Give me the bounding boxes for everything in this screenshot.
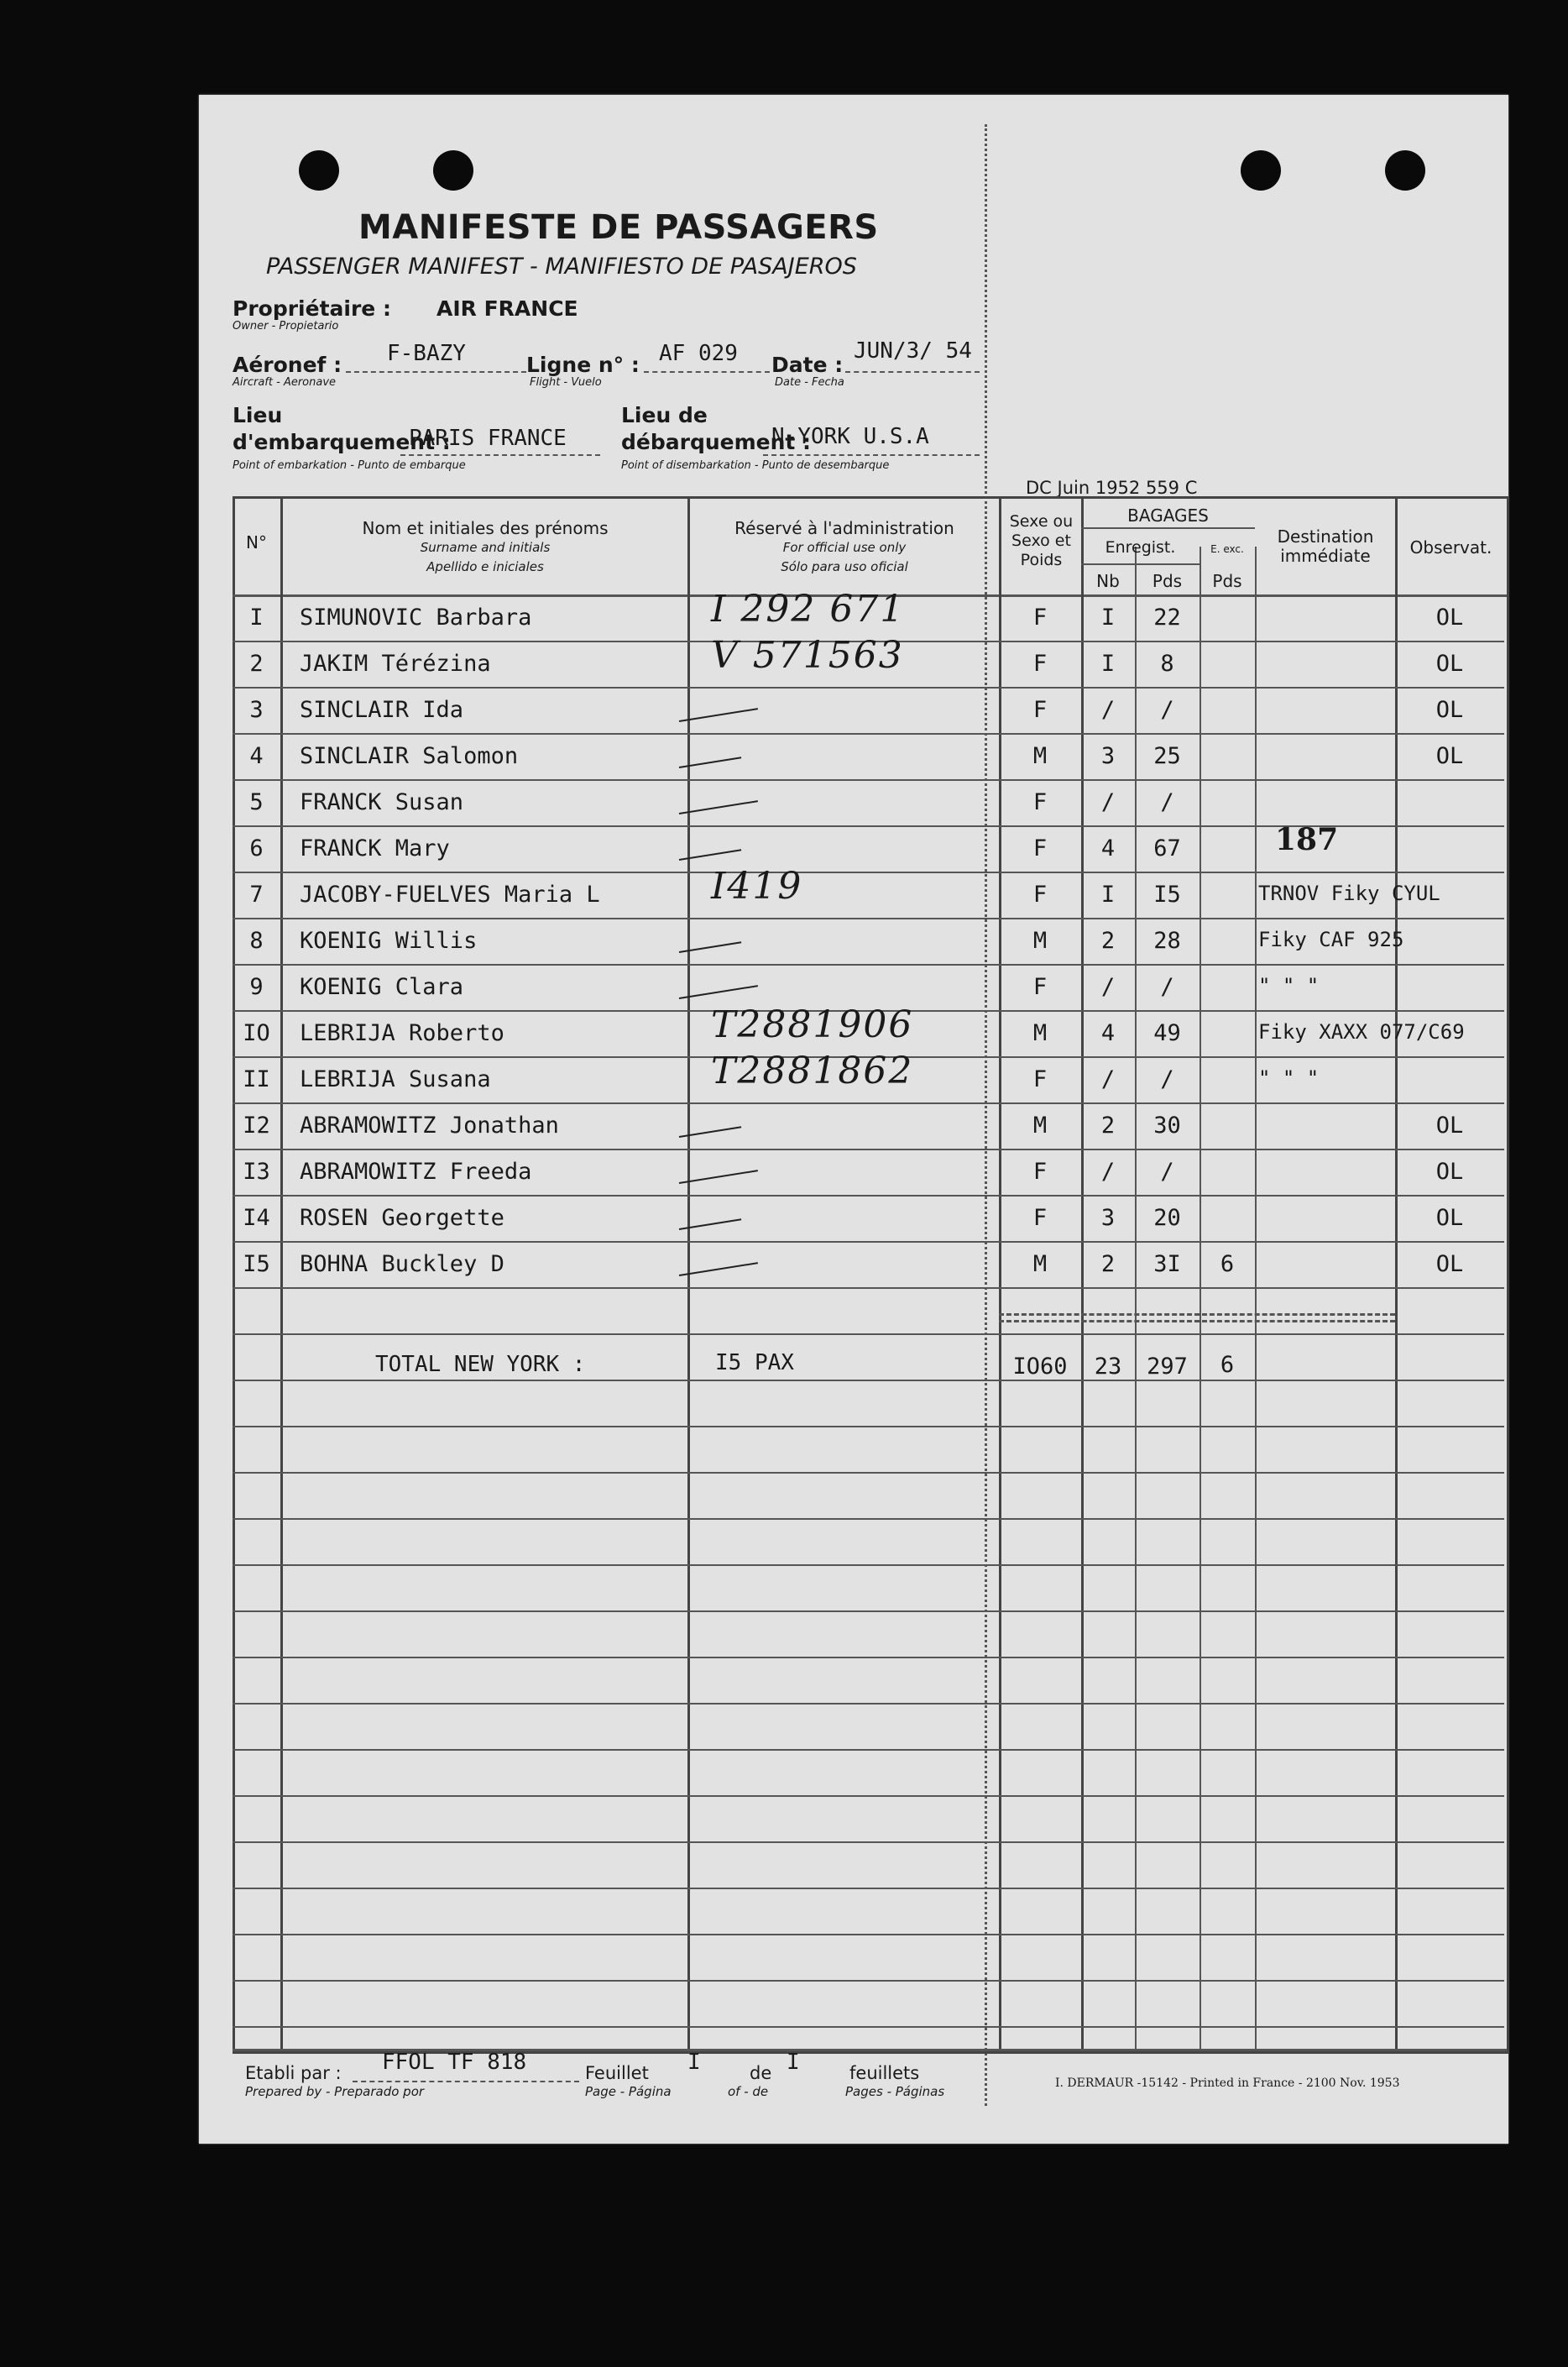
col-header-admin bbox=[690, 519, 999, 577]
row-15-nb: 2 bbox=[1100, 1251, 1116, 1277]
row-10-dest: Fiky XAXX 077/C69 bbox=[1258, 1020, 1465, 1044]
row-3-sex: F bbox=[1032, 697, 1048, 723]
row-1-name: SIMUNOVIC Barbara bbox=[300, 605, 532, 631]
row-rule bbox=[233, 1102, 1504, 1104]
row-11-pds: / bbox=[1160, 1066, 1174, 1092]
empty-row-rule bbox=[233, 1380, 1504, 1381]
punch-hole bbox=[299, 150, 339, 191]
owner-label: Propriétaire : bbox=[233, 296, 391, 321]
row-8-dest: Fiky CAF 925 bbox=[1258, 928, 1404, 951]
col-header-sex: Sexe ou Sexo et Poids bbox=[1009, 512, 1074, 569]
row-12-sex: M bbox=[1032, 1113, 1048, 1139]
row-8-nb: 2 bbox=[1100, 928, 1116, 954]
row-9-no: 9 bbox=[249, 974, 264, 1000]
row-2-nb: I bbox=[1100, 651, 1116, 677]
row-12-no: I2 bbox=[243, 1113, 270, 1139]
row-11-dest: " " " bbox=[1258, 1066, 1320, 1090]
row-4-nb: 3 bbox=[1100, 743, 1116, 769]
date-value: JUN/3/ 54 bbox=[854, 338, 972, 364]
page-title: MANIFESTE DE PASSAGERS bbox=[358, 208, 879, 247]
row-3-pds: / bbox=[1160, 697, 1174, 723]
row-9-dest: " " " bbox=[1258, 974, 1320, 998]
punch-hole bbox=[1241, 150, 1281, 191]
empty-row-rule bbox=[233, 1657, 1504, 1658]
row-3-nb: / bbox=[1100, 697, 1116, 723]
disembark-label-line2: débarquement : bbox=[621, 430, 812, 454]
row-12-nb: 2 bbox=[1100, 1113, 1116, 1139]
enreg-rule bbox=[1081, 563, 1200, 565]
form-code: DC Juin 1952 559 C bbox=[1026, 478, 1198, 498]
row-7-admin: I419 bbox=[711, 865, 803, 908]
row-10-pds: 49 bbox=[1153, 1020, 1181, 1046]
row-13-nb: / bbox=[1100, 1159, 1116, 1185]
row-6-nb: 4 bbox=[1100, 835, 1116, 861]
col-header-admin-sub1: For official use only bbox=[782, 540, 907, 555]
row-6-no: 6 bbox=[249, 835, 264, 861]
col-header-observ: Observat. bbox=[1409, 537, 1492, 558]
totals-pds: 297 bbox=[1147, 1354, 1188, 1380]
col-line bbox=[280, 496, 283, 2049]
row-rule bbox=[233, 1149, 1504, 1150]
totals-separator bbox=[999, 1320, 1395, 1322]
row-14-pds: 20 bbox=[1153, 1205, 1181, 1231]
totals-weight: IO60 bbox=[1012, 1354, 1068, 1380]
row-15-name: BOHNA Buckley D bbox=[300, 1251, 504, 1277]
row-13-sex: F bbox=[1032, 1159, 1048, 1185]
row-14-name: ROSEN Georgette bbox=[300, 1205, 504, 1231]
row-15-no: I5 bbox=[243, 1251, 270, 1277]
aircraft-label: Aéronef : bbox=[233, 353, 342, 377]
row-10-sex: M bbox=[1032, 1020, 1048, 1046]
row-9-pds: / bbox=[1160, 974, 1174, 1000]
bagages-rule bbox=[1081, 527, 1255, 529]
sheets-sub: Pages - Páginas bbox=[845, 2084, 945, 2099]
row-rule bbox=[233, 687, 1504, 689]
prepared-line bbox=[353, 2081, 579, 2082]
row-1-no: I bbox=[249, 605, 264, 631]
col-header-pds: Pds bbox=[1152, 571, 1183, 591]
col-header-admin-label: Réservé à l'administration bbox=[734, 518, 954, 538]
row-2-pds: 8 bbox=[1160, 651, 1174, 677]
row-rule bbox=[233, 964, 1504, 966]
empty-row-rule bbox=[233, 1749, 1504, 1751]
col-header-name-sub1: Surname and initials bbox=[420, 540, 551, 555]
disembark-value: N-YORK U.S.A bbox=[771, 424, 929, 449]
empty-row-rule bbox=[233, 1795, 1504, 1797]
empty-row-rule bbox=[233, 1703, 1504, 1705]
flight-label: Ligne n° : bbox=[526, 353, 640, 377]
prepared-value: FFOL TF 818 bbox=[382, 2050, 527, 2075]
row-10-no: IO bbox=[243, 1020, 270, 1046]
page-subtitle: PASSENGER MANIFEST - MANIFIESTO DE PASAJEROS bbox=[266, 254, 857, 280]
row-3-no: 3 bbox=[249, 697, 264, 723]
prepared-label: Etabli par : bbox=[245, 2063, 342, 2083]
row-7-no: 7 bbox=[249, 882, 264, 908]
row-2-sex: F bbox=[1032, 651, 1048, 677]
date-label: Date : bbox=[771, 353, 844, 377]
row-8-pds: 28 bbox=[1153, 928, 1181, 954]
row-2-name: JAKIM Térézina bbox=[300, 651, 491, 677]
row-3-obs: OL bbox=[1435, 697, 1464, 723]
row-2-admin: V 571563 bbox=[711, 634, 904, 677]
row-15-pds: 3I bbox=[1153, 1251, 1181, 1277]
row-12-pds: 30 bbox=[1153, 1113, 1181, 1139]
date-line bbox=[845, 371, 980, 373]
empty-row-rule bbox=[233, 1472, 1504, 1474]
owner-value: AIR FRANCE bbox=[436, 296, 578, 321]
row-9-name: KOENIG Clara bbox=[300, 974, 464, 1000]
row-5-no: 5 bbox=[249, 789, 264, 815]
col-header-excess-pds: Pds bbox=[1212, 571, 1242, 591]
empty-row-rule bbox=[233, 1333, 1504, 1335]
col-header-admin-sub2: Sólo para uso oficial bbox=[781, 559, 908, 574]
row-15-sex: M bbox=[1032, 1251, 1048, 1277]
row-14-obs: OL bbox=[1435, 1205, 1464, 1231]
row-5-name: FRANCK Susan bbox=[300, 789, 464, 815]
row-7-name: JACOBY-FUELVES Maria L bbox=[300, 882, 600, 908]
embark-label-line2: d'embarquement : bbox=[233, 430, 451, 454]
col-header-excess: E. exc. bbox=[1210, 543, 1244, 555]
printer-line: I. DERMAUR -15142 - Printed in France - 2100 Nov. 1953 bbox=[1055, 2076, 1400, 2090]
row-1-pds: 22 bbox=[1153, 605, 1181, 631]
col-header-name bbox=[283, 519, 687, 577]
row-8-sex: M bbox=[1032, 928, 1048, 954]
aircraft-value: F-BAZY bbox=[387, 341, 466, 366]
row-11-no: II bbox=[243, 1066, 270, 1092]
row-4-pds: 25 bbox=[1153, 743, 1181, 769]
manifest-sheet bbox=[199, 95, 1508, 2144]
row-rule bbox=[233, 918, 1504, 919]
row-rule bbox=[233, 733, 1504, 735]
of-sub: of - de bbox=[728, 2084, 769, 2099]
row-5-pds: / bbox=[1160, 789, 1174, 815]
col-line bbox=[1255, 547, 1257, 2049]
disembark-sub: Point of disembarkation - Punto de desembarque bbox=[621, 459, 890, 472]
row-2-obs: OL bbox=[1435, 651, 1464, 677]
row-8-no: 8 bbox=[249, 928, 264, 954]
row-7-sex: F bbox=[1032, 882, 1048, 908]
empty-row-rule bbox=[233, 1610, 1504, 1612]
disembark-line bbox=[763, 454, 980, 456]
empty-row-rule bbox=[233, 1564, 1504, 1566]
empty-row-rule bbox=[233, 1934, 1504, 1935]
row-1-admin: I 292 671 bbox=[711, 588, 906, 631]
row-4-no: 4 bbox=[249, 743, 264, 769]
row-9-sex: F bbox=[1032, 974, 1048, 1000]
row-11-sex: F bbox=[1032, 1066, 1048, 1092]
of-label: de bbox=[750, 2063, 772, 2083]
row-11-name: LEBRIJA Susana bbox=[300, 1066, 491, 1092]
embark-line bbox=[400, 454, 600, 456]
col-header-name-label: Nom et initiales des prénoms bbox=[362, 518, 609, 538]
totals-separator bbox=[999, 1313, 1395, 1316]
col-header-enreg: Enregist. bbox=[1105, 538, 1176, 557]
row-rule bbox=[233, 779, 1504, 781]
col-header-bagages: BAGAGES bbox=[1127, 505, 1209, 526]
punch-hole bbox=[1385, 150, 1425, 191]
row-13-pds: / bbox=[1160, 1159, 1174, 1185]
row-6-name: FRANCK Mary bbox=[300, 835, 450, 861]
empty-row-rule bbox=[233, 1888, 1504, 1889]
row-6-sex: F bbox=[1032, 835, 1048, 861]
row-rule bbox=[233, 1287, 1504, 1289]
row-12-obs: OL bbox=[1435, 1113, 1464, 1139]
row-10-nb: 4 bbox=[1100, 1020, 1116, 1046]
row-rule bbox=[233, 1195, 1504, 1197]
row-13-no: I3 bbox=[243, 1159, 270, 1185]
embark-sub: Point of embarkation - Punto de embarque bbox=[233, 459, 466, 472]
row-1-sex: F bbox=[1032, 605, 1048, 631]
row-10-admin: T2881906 bbox=[711, 1003, 914, 1046]
row-13-obs: OL bbox=[1435, 1159, 1464, 1185]
totals-label: TOTAL NEW YORK : bbox=[375, 1352, 586, 1377]
row-1-nb: I bbox=[1100, 605, 1116, 631]
row-11-admin: T2881862 bbox=[711, 1050, 914, 1092]
empty-row-rule bbox=[233, 2026, 1504, 2028]
aircraft-sub: Aircraft - Aeronave bbox=[233, 376, 337, 389]
row-14-no: I4 bbox=[243, 1205, 270, 1231]
page-label: Feuillet bbox=[585, 2063, 649, 2083]
row-2-no: 2 bbox=[249, 651, 264, 677]
row-11-nb: / bbox=[1100, 1066, 1116, 1092]
row-4-sex: M bbox=[1032, 743, 1048, 769]
empty-row-rule bbox=[233, 1426, 1504, 1427]
totals-nb: 23 bbox=[1094, 1354, 1122, 1380]
aircraft-line bbox=[346, 371, 526, 373]
row-5-sex: F bbox=[1032, 789, 1048, 815]
row-4-obs: OL bbox=[1435, 743, 1464, 769]
row-4-name: SINCLAIR Salomon bbox=[300, 743, 519, 769]
totals-xpds: 6 bbox=[1220, 1352, 1235, 1378]
empty-row-rule bbox=[233, 1841, 1504, 1843]
row-10-name: LEBRIJA Roberto bbox=[300, 1020, 504, 1046]
totals-pax: I5 PAX bbox=[715, 1350, 794, 1375]
col-line bbox=[1135, 547, 1137, 2049]
embark-value: PARIS FRANCE bbox=[409, 426, 567, 451]
empty-row-rule bbox=[233, 1980, 1504, 1982]
date-sub: Date - Fecha bbox=[775, 376, 844, 389]
row-3-name: SINCLAIR Ida bbox=[300, 697, 464, 723]
col-header-name-sub2: Apellido e iniciales bbox=[426, 559, 544, 574]
prepared-sub: Prepared by - Preparado por bbox=[245, 2084, 425, 2099]
row-1-obs: OL bbox=[1435, 605, 1464, 631]
row-7-nb: I bbox=[1100, 882, 1116, 908]
of-value: I bbox=[787, 2050, 800, 2075]
empty-row-rule bbox=[233, 1518, 1504, 1520]
sheets-label: feuillets bbox=[849, 2063, 920, 2083]
row-13-name: ABRAMOWITZ Freeda bbox=[300, 1159, 532, 1185]
row-14-sex: F bbox=[1032, 1205, 1048, 1231]
annotation-187: 187 bbox=[1275, 822, 1339, 857]
row-8-name: KOENIG Willis bbox=[300, 928, 478, 954]
col-header-destination: Destination immédiate bbox=[1277, 526, 1374, 566]
col-header-no: N° bbox=[246, 532, 267, 552]
page-sub: Page - Página bbox=[585, 2084, 672, 2099]
row-15-xpds: 6 bbox=[1220, 1251, 1235, 1277]
row-7-pds: I5 bbox=[1153, 882, 1181, 908]
owner-sub: Owner - Propietario bbox=[233, 320, 339, 333]
flight-sub: Flight - Vuelo bbox=[530, 376, 602, 389]
page-value: I bbox=[687, 2050, 701, 2075]
disembark-label-line1: Lieu de bbox=[621, 403, 708, 427]
row-14-nb: 3 bbox=[1100, 1205, 1116, 1231]
col-header-nb: Nb bbox=[1096, 571, 1120, 591]
row-5-nb: / bbox=[1100, 789, 1116, 815]
row-9-nb: / bbox=[1100, 974, 1116, 1000]
row-7-dest: TRNOV Fiky CYUL bbox=[1258, 882, 1440, 905]
flight-value: AF 029 bbox=[659, 341, 738, 366]
row-6-pds: 67 bbox=[1153, 835, 1181, 861]
embark-label-line1: Lieu bbox=[233, 403, 283, 427]
punch-hole bbox=[433, 150, 473, 191]
row-rule bbox=[233, 1241, 1504, 1243]
row-12-name: ABRAMOWITZ Jonathan bbox=[300, 1113, 559, 1139]
flight-line bbox=[644, 371, 770, 373]
row-15-obs: OL bbox=[1435, 1251, 1464, 1277]
col-line bbox=[1200, 547, 1201, 2049]
